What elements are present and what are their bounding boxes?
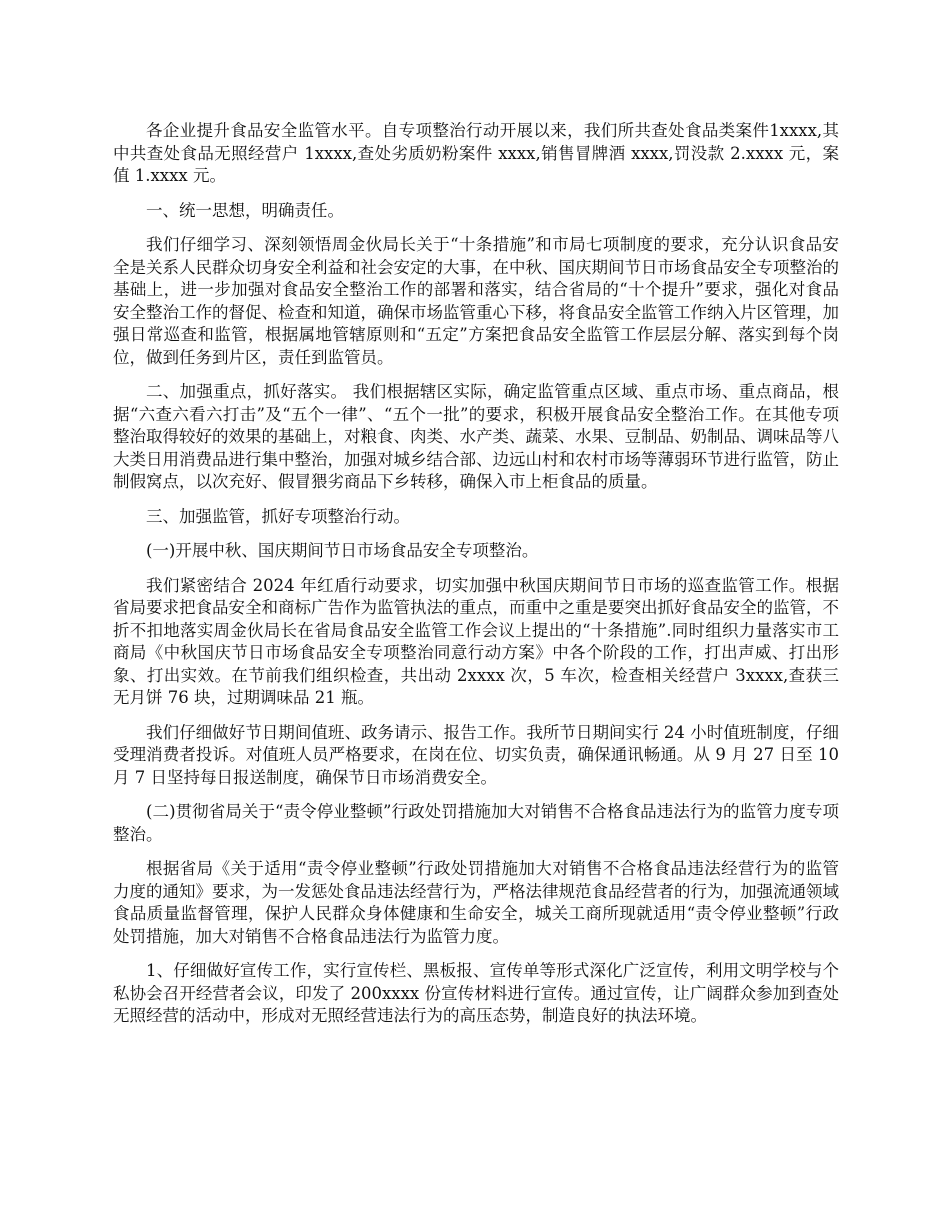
paragraph-3-1-b: 我们仔细做好节日期间值班、政务请示、报告工作。我所节日期间实行 24 小时值班制度，仔细受理消费者投诉。对值班人员严格要求，在岗在位、切实负责，确保通讯畅通。从 9 月 27 日至 10 月 7 日坚持每日报送制度，确保节日市场消费安全。 <box>113 722 839 787</box>
paragraph-intro: 各企业提升食品安全监管水平。自专项整治行动开展以来，我们所共查处食品类案件1xxxx,其中共查处食品无照经营户 1xxxx,查处劣质奶粉案件 xxxx,销售冒牌酒 xxxx,罚没款 2.xxxx 元，案值 1.xxxx 元。 <box>113 121 839 185</box>
document-body <box>113 120 839 1040</box>
paragraph-3-1-a: 我们紧密结合 2024 年红盾行动要求，切实加强中秋国庆期间节日市场的巡查监管工作。根据省局要求把食品安全和商标广告作为监管执法的重点，而重中之重是要突出抓好食品安全的监管，不折不扣地落实周金伙局长在省局食品安全监管工作会议上提出的“十条措施”.同时组织力量落实市工商局《中秋国庆节日市场食品安全专项整治同意行动方案》中各个阶段的工作，打出声威、打出形象、打出实效。在节前我们组织检查，共出动 2xxxx 次，5 车次，检查相关经营户 3xxxx,查获三无月饼 76 块，过期调味品 21 瓶。 <box>113 575 839 707</box>
paragraph-3-2-a: 根据省局《关于适用“责令停业整顿”行政处罚措施加大对销售不合格食品违法经营行为的监管力度的通知》要求，为一发惩处食品违法经营行为，严格法律规范食品经营者的行为，加强流通领域食品质量监督管理，保护人民群众身体健康和生命安全，城关工商所现就适用“责令停业整顿”行政处罚措施，加大对销售不合格食品违法行为监管力度。 <box>113 859 839 946</box>
paragraph-3-2-item-1: 1、仔细做好宣传工作，实行宣传栏、黑板报、宣传单等形式深化广泛宣传，利用文明学校与个私协会召开经营者会议，印发了 200xxxx 份宣传材料进行宣传。通过宣传，让广阔群众参加到查处无照经营的活动中，形成对无照经营违法行为的高压态势，制造良好的执法环境。 <box>113 961 839 1025</box>
paragraph-section-1: 我们仔细学习、深刻领悟周金伙局长关于“十条措施”和市局七项制度的要求，充分认识食品安全是关系人民群众切身安全利益和社会安定的大事，在中秋、国庆期间节日市场食品安全专项整治的基础上，进一步加强对食品安全整治工作的部署和落实，结合省局的“十个提升”要求，强化对食品安全整治工作的督促、检查和知道，确保市场监管重心下移，将食品安全监管工作纳入片区管理，加强日常巡查和监管，根据属地管辖原则和“五定”方案把食品安全监管工作层层分解、落实到每个岗位，做到任务到片区，责任到监管员。 <box>113 235 839 367</box>
paragraph-section-2: 二、加强重点，抓好落实。 我们根据辖区实际，确定监管重点区域、重点市场、重点商品，根据“六查六看六打击”及“五个一律”、“五个一批”的要求，积极开展食品安全整治工作。在其他专项整治取得较好的效果的基础上，对粮食、肉类、水产类、蔬菜、水果、豆制品、奶制品、调味品等八大类日用消费品进行集中整治，加强对城乡结合部、边远山村和农村市场等薄弱环节进行监管，防止制假窝点，以次充好、假冒猥劣商品下乡转移，确保入市上柜食品的质量。 <box>113 382 839 491</box>
subheading-3-2: (二)贯彻省局关于“责令停业整顿”行政处罚措施加大对销售不合格食品违法行为的监管力度专项整治。 <box>113 802 839 844</box>
subheading-3-1: (一)开展中秋、国庆期间节日市场食品安全专项整治。 <box>146 541 539 560</box>
heading-section-1: 一、统一思想，明确责任。 <box>146 200 344 220</box>
heading-section-3: 三、加强监管，抓好专项整治行动。 <box>146 506 410 526</box>
